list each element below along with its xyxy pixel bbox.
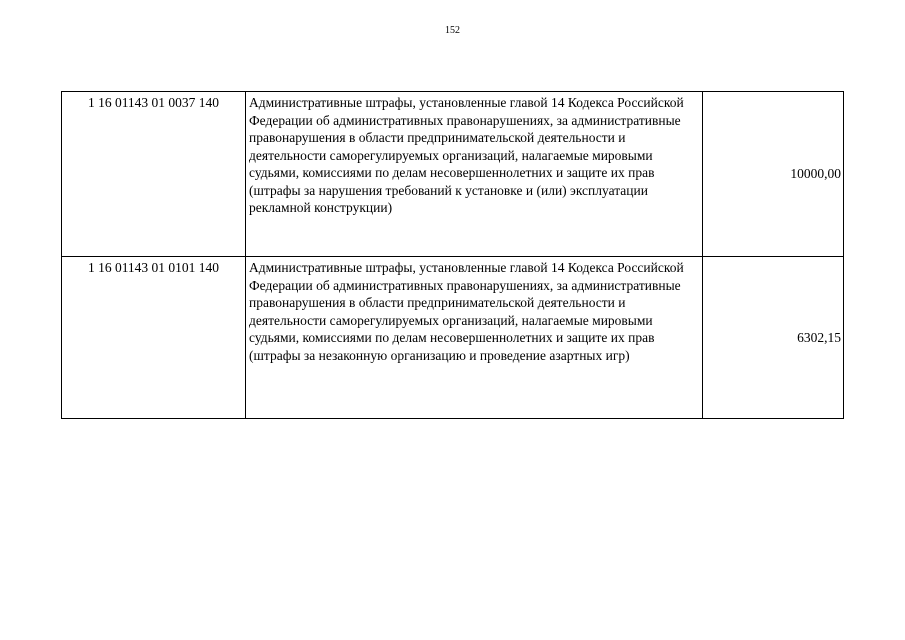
budget-table (61, 91, 844, 419)
amount-cell: 6302,15 (703, 257, 844, 419)
description-cell: Административные штрафы, установленные главой 14 Кодекса Российской Федерации об административных правонарушениях, за административные правонарушения в области предпринимательской деятельности и деятельности саморегулируемых организаций, налагаемые мировыми судьями, комиссиями по делам несовершеннолетних и защите их прав (штрафы за незаконную организацию и проведение азартных игр) (246, 257, 703, 419)
description-cell: Административные штрафы, установленные главой 14 Кодекса Российской Федерации об административных правонарушениях, за административные правонарушения в области предпринимательской деятельности и деятельности саморегулируемых организаций, налагаемые мировыми судьями, комиссиями по делам несовершеннолетних и защите их прав (штрафы за нарушения требований к установке и (или) эксплуатации рекламной конструкции) (246, 92, 703, 257)
table-row (62, 92, 844, 257)
budget-code-cell: 1 16 01143 01 0101 140 (62, 257, 246, 419)
page-number: 152 (445, 25, 460, 36)
amount-cell: 10000,00 (703, 92, 844, 257)
table-row (62, 257, 844, 419)
budget-code-cell: 1 16 01143 01 0037 140 (62, 92, 246, 257)
